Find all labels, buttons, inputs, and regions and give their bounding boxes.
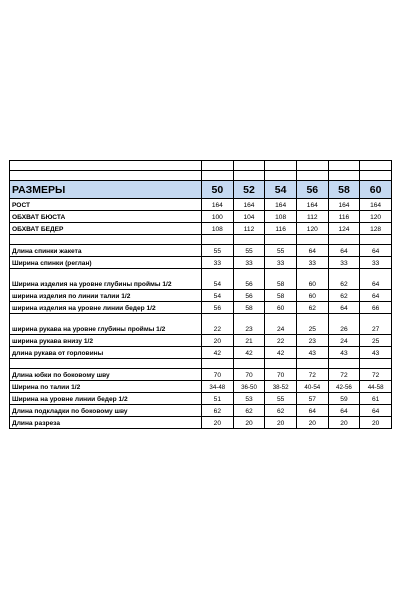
measurement-value: 55	[265, 245, 297, 257]
measurement-value: 64	[360, 405, 392, 417]
measurement-value: 43	[296, 347, 328, 359]
measurement-value: 20	[296, 417, 328, 429]
empty-cell	[265, 161, 297, 171]
empty-row	[10, 235, 392, 245]
empty-cell	[10, 235, 202, 245]
measurement-value: 62	[202, 405, 234, 417]
measurement-label: РОСТ	[10, 199, 202, 211]
empty-cell	[360, 171, 392, 181]
empty-cell	[296, 235, 328, 245]
empty-row	[10, 171, 392, 181]
measurement-value: 64	[360, 245, 392, 257]
empty-cell	[202, 171, 234, 181]
measurement-value: 61	[360, 393, 392, 405]
empty-cell	[10, 359, 202, 369]
empty-cell	[233, 161, 265, 171]
measurement-value: 20	[202, 417, 234, 429]
size-table-body	[10, 161, 392, 429]
empty-cell	[202, 359, 234, 369]
empty-cell	[296, 171, 328, 181]
measurement-value: 55	[265, 393, 297, 405]
measurement-value: 21	[233, 335, 265, 347]
measurement-value: 25	[296, 314, 328, 335]
measurement-value: 60	[265, 302, 297, 314]
measurement-value: 164	[360, 199, 392, 211]
empty-cell	[233, 359, 265, 369]
empty-cell	[233, 171, 265, 181]
measurement-value: 108	[265, 211, 297, 223]
measurement-value: 22	[265, 335, 297, 347]
empty-row	[10, 359, 392, 369]
table-row	[10, 269, 392, 290]
empty-cell	[360, 235, 392, 245]
measurement-value: 33	[233, 257, 265, 269]
measurement-label: ОБХВАТ БЮСТА	[10, 211, 202, 223]
measurement-label: Ширина по талии 1/2	[10, 381, 202, 393]
empty-cell	[360, 359, 392, 369]
measurement-value: 62	[233, 405, 265, 417]
measurement-value: 42-56	[328, 381, 360, 393]
measurement-value: 33	[328, 257, 360, 269]
measurement-value: 64	[360, 269, 392, 290]
table-row	[10, 347, 392, 359]
measurement-value: 116	[265, 223, 297, 235]
table-row	[10, 199, 392, 211]
size-heading: 58	[328, 181, 360, 199]
empty-cell	[233, 235, 265, 245]
measurement-value: 70	[233, 369, 265, 381]
measurement-value: 33	[265, 257, 297, 269]
measurement-value: 43	[360, 347, 392, 359]
measurement-value: 42	[202, 347, 234, 359]
measurement-value: 20	[202, 335, 234, 347]
measurement-value: 33	[360, 257, 392, 269]
measurement-value: 104	[233, 211, 265, 223]
measurement-value: 64	[328, 302, 360, 314]
measurement-label: Длина юбки по боковому шву	[10, 369, 202, 381]
empty-row	[10, 161, 392, 171]
empty-cell	[10, 171, 202, 181]
measurement-value: 164	[328, 199, 360, 211]
measurement-value: 62	[265, 405, 297, 417]
measurement-label: ширина изделия на уровне линии бедер 1/2	[10, 302, 202, 314]
size-heading: 50	[202, 181, 234, 199]
measurement-value: 164	[202, 199, 234, 211]
measurement-value: 64	[328, 405, 360, 417]
measurement-value: 26	[328, 314, 360, 335]
measurement-value: 55	[233, 245, 265, 257]
measurement-value: 62	[328, 269, 360, 290]
measurement-value: 164	[233, 199, 265, 211]
table-row	[10, 417, 392, 429]
table-row	[10, 223, 392, 235]
measurement-value: 51	[202, 393, 234, 405]
table-row	[10, 211, 392, 223]
measurement-value: 44-58	[360, 381, 392, 393]
table-row	[10, 257, 392, 269]
measurement-value: 72	[360, 369, 392, 381]
measurement-value: 23	[296, 335, 328, 347]
measurement-value: 40-54	[296, 381, 328, 393]
measurement-value: 112	[296, 211, 328, 223]
empty-cell	[265, 359, 297, 369]
measurement-value: 62	[296, 302, 328, 314]
measurement-value: 64	[296, 245, 328, 257]
measurement-value: 54	[202, 290, 234, 302]
measurement-value: 42	[265, 347, 297, 359]
measurement-value: 42	[233, 347, 265, 359]
measurement-value: 58	[265, 269, 297, 290]
table-row	[10, 369, 392, 381]
measurement-value: 58	[265, 290, 297, 302]
measurement-value: 58	[233, 302, 265, 314]
measurement-value: 60	[296, 290, 328, 302]
size-heading: 54	[265, 181, 297, 199]
measurement-value: 53	[233, 393, 265, 405]
table-row	[10, 405, 392, 417]
measurement-value: 55	[202, 245, 234, 257]
measurement-label: ОБХВАТ БЕДЕР	[10, 223, 202, 235]
sizes-heading: РАЗМЕРЫ	[10, 181, 202, 199]
measurement-value: 24	[328, 335, 360, 347]
measurement-label: ширина рукава на уровне глубины проймы 1/2	[10, 314, 202, 335]
measurement-value: 70	[202, 369, 234, 381]
measurement-value: 128	[360, 223, 392, 235]
measurement-value: 124	[328, 223, 360, 235]
measurement-value: 120	[296, 223, 328, 235]
empty-cell	[296, 359, 328, 369]
measurement-value: 56	[233, 269, 265, 290]
measurement-label: Длина подкладки по боковому шву	[10, 405, 202, 417]
empty-cell	[360, 161, 392, 171]
measurement-value: 57	[296, 393, 328, 405]
measurement-label: Ширина изделия на уровне глубины проймы 1/2	[10, 269, 202, 290]
measurement-value: 62	[328, 290, 360, 302]
size-heading: 52	[233, 181, 265, 199]
table-row	[10, 290, 392, 302]
measurement-value: 72	[296, 369, 328, 381]
measurement-label: Ширина спинки (реглан)	[10, 257, 202, 269]
measurement-value: 60	[296, 269, 328, 290]
measurement-value: 56	[202, 302, 234, 314]
empty-cell	[328, 171, 360, 181]
measurement-value: 100	[202, 211, 234, 223]
empty-cell	[202, 161, 234, 171]
table-row	[10, 245, 392, 257]
empty-cell	[265, 171, 297, 181]
measurement-value: 20	[233, 417, 265, 429]
measurement-value: 25	[360, 335, 392, 347]
empty-cell	[10, 161, 202, 171]
empty-cell	[328, 161, 360, 171]
empty-cell	[265, 235, 297, 245]
measurement-value: 22	[202, 314, 234, 335]
table-row	[10, 335, 392, 347]
measurement-value: 164	[265, 199, 297, 211]
size-table	[9, 160, 392, 429]
measurement-value: 70	[265, 369, 297, 381]
measurement-value: 38-52	[265, 381, 297, 393]
measurement-value: 20	[328, 417, 360, 429]
measurement-value: 23	[233, 314, 265, 335]
measurement-value: 54	[202, 269, 234, 290]
empty-cell	[296, 161, 328, 171]
measurement-value: 120	[360, 211, 392, 223]
measurement-value: 112	[233, 223, 265, 235]
empty-cell	[202, 235, 234, 245]
measurement-value: 20	[360, 417, 392, 429]
measurement-value: 33	[296, 257, 328, 269]
measurement-value: 43	[328, 347, 360, 359]
size-heading: 56	[296, 181, 328, 199]
measurement-label: Ширина на уровне линии бедер 1/2	[10, 393, 202, 405]
table-row	[10, 314, 392, 335]
measurement-value: 72	[328, 369, 360, 381]
measurement-label: ширина изделия по линии талии 1/2	[10, 290, 202, 302]
measurement-value: 108	[202, 223, 234, 235]
measurement-value: 34-48	[202, 381, 234, 393]
measurement-value: 64	[328, 245, 360, 257]
measurement-value: 116	[328, 211, 360, 223]
header-row	[10, 181, 392, 199]
measurement-value: 164	[296, 199, 328, 211]
measurement-label: Длина разреза	[10, 417, 202, 429]
size-heading: 60	[360, 181, 392, 199]
measurement-value: 64	[360, 290, 392, 302]
size-chart	[9, 160, 391, 429]
measurement-label: длина рукава от горловины	[10, 347, 202, 359]
table-row	[10, 302, 392, 314]
measurement-value: 36-50	[233, 381, 265, 393]
measurement-value: 24	[265, 314, 297, 335]
measurement-value: 33	[202, 257, 234, 269]
table-row	[10, 393, 392, 405]
empty-cell	[328, 235, 360, 245]
measurement-value: 27	[360, 314, 392, 335]
measurement-value: 56	[233, 290, 265, 302]
measurement-label: Длина спинки жакета	[10, 245, 202, 257]
measurement-value: 64	[296, 405, 328, 417]
table-row	[10, 381, 392, 393]
measurement-value: 66	[360, 302, 392, 314]
measurement-value: 20	[265, 417, 297, 429]
measurement-value: 59	[328, 393, 360, 405]
empty-cell	[328, 359, 360, 369]
measurement-label: ширина рукава внизу 1/2	[10, 335, 202, 347]
